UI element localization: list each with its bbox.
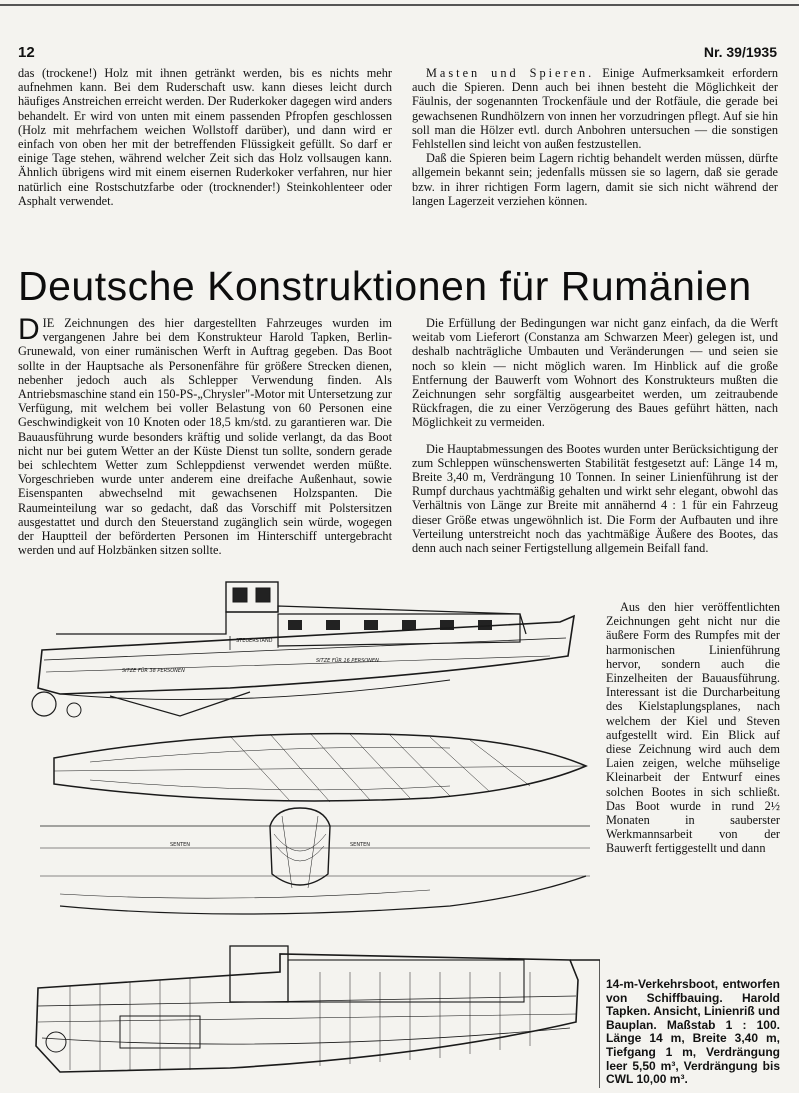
paragraph: das (trockene!) Holz mit ihnen getränkt werden, bis es nichts mehr aufnehmen kann. Bei dem Ruderschaft usw. kann dieses leicht durch häufiges Anstreichen erreicht werden. Der Ruderkoker dagegen wird anders behandelt. Er wird von unten mit einem passenden Pfropfen geschlossen (Holz mit mehrfachem weichen Wollstoff darüber), und dann wird er einfach von oben her mit der betreffenden Flüssigkeit gefüllt. So darf er einige Tage stehen, während welcher Zeit sich das Holz vollsaugen kann. Ähnlich übrigens wird mit einem eisernen Ruderkoker verfahren, nur hier natürlich eine Rostschutzfarbe oder (trocknender!) Steinkohlenteer oder Asphalt verwendet. — [18, 66, 392, 208]
label-wheelhouse: STEUERSTAND — [236, 638, 273, 644]
plan-view — [54, 733, 586, 802]
issue-number: Nr. 39/1935 — [703, 44, 777, 60]
lines-view — [40, 808, 590, 914]
boat-drawings — [30, 576, 600, 1088]
paragraph: Aus den hier veröffentlichten Zeichnungen geht nicht nur die äußere Form des Rumpfes mit der harmonischen Linienführung hervor, sondern auch die Einzelheiten der Bauausführung. Interessant ist die Durcharbeitung des Kielstaplungsplanes, nach welchem der Kiel und Steven aufgestellt wird. Ein Blick auf diese Zeichnung wird auch dem Laien zeigen, welche mühselige Kleinarbeit der Entwurf eines solchen Bootes in sich schließt. Das Boot wurde in rund 2½ Monaten in sauberster Werkmannsarbeit von der Bauwerft fertiggestellt und dann — [606, 600, 780, 856]
article-column-narrow — [606, 600, 780, 868]
section-heading: Masten und Spieren. — [426, 66, 595, 80]
label-senten-1: SENTEN — [170, 842, 191, 848]
technical-drawing-svg — [30, 576, 600, 1088]
article-column-left — [18, 316, 392, 578]
column-left-top — [18, 66, 392, 234]
paragraph — [18, 316, 392, 557]
figure-caption: 14-m-Verkehrsboot, entworfen von Schiffbauing. Harold Tapken. Ansicht, Linienriß und Bauplan. Maßstab 1 : 100. Länge 14 m, Breite 3,40 m, Tiefgang 1 m, Verdrängung leer 5,50 m³, Verdrängung bis CWL 10,00 m³. — [606, 977, 781, 1087]
label-seats-front: SITZE FÜR 38 PERSONEN — [122, 668, 185, 674]
paragraph: Daß die Spieren beim Lagern richtig behandelt werden müssen, dürfte allgemein bekannt sein; jedenfalls müssen sie so lagern, daß sie gerade bzw. in ihrer richtigen Form lagern, damit sie sich nicht während der langen Lagerzeit verziehen können. — [412, 151, 778, 208]
article-column-right — [412, 316, 778, 578]
paragraph — [412, 66, 778, 151]
paragraph-text: Einige Aufmerksamkeit erfordern auch die Spieren. Denn auch bei ihnen besteht die Möglichkeit der Fäulnis, der sogenannten Trockenfäule und der Rotfäule, die gerade bei gewachsenen Rundhölzern von innen her vorzudringen pflegt. Auf sie hin soll man die Hölzer evtl. durch Anbohren untersuchen — die sonstigen Fehlstellen sind leicht von außen festzustellen. — [412, 66, 778, 152]
article-title: Deutsche Konstruktionen für Rumänien — [18, 263, 752, 309]
paragraph: Die Erfüllung der Bedingungen war nicht ganz einfach, da die Werft weitab vom Lieferort (Constanza am Schwarzen Meer) gelegen ist, und deshalb nachträgliche Umbauten und Veränderungen — und seien sie noch so klein — nicht möglich waren. Im Hinblick auf die große Entfernung der Bauwerft vom Wohnort des Konstrukteurs mußten die Zeichnungen sehr sorgfältig ausgearbeitet werden, um zeitraubende Rückfragen, die zu einer Verzögerung des Baues geführt hätten, nach Möglichkeit zu vermeiden. — [412, 316, 778, 430]
paragraph: Die Hauptabmessungen des Bootes wurden unter Berücksichtigung der zum Schleppen wünschenswerten Stabilität festgesetzt auf: Länge 14 m, Breite 3,40 m, Verdrängung 10 Tonnen. In seiner Linienführung ist der Rumpf durchaus yachtmäßig gehalten und wirkt sehr elegant, obwohl das Verhältnis von Länge zur Breite mit annähernd 4 : 1 für ein Fahrzeug dieser Größe etwas ungewöhnlich ist. Die Form der Aufbauten und ihre Verteilung unterstreicht noch das yachtmäßige Äußere des Bootes, das denn auch nach seiner Fertigstellung allgemein Beifall fand. — [412, 441, 778, 556]
construction-plan — [36, 946, 600, 1088]
top-rule — [0, 4, 799, 6]
profile-view — [32, 582, 574, 717]
label-senten-2: SENTEN — [350, 842, 371, 848]
paragraph-text: IE Zeichnungen des hier dargestellten Fahrzeuges wurden im vergangenen Jahre bei dem Konstrukteur Harold Tapken, Berlin-Grunewald, von einer rumänischen Werft in Auftrag gegeben. Das Boot sollte in der Hauptsache als Personenfähre für größere Strecken dienen, nebenher jedoch auch als Schlepper Verwendung finden. Als Antriebsmaschine stand ein 150-PS-„Chrysler"-Motor mit Untersetzung zur Verfügung, mit welchem bei voller Belastung von 60 Personen eine Geschwindigkeit von 10 Knoten oder 18,5 km/std. zu garantieren war. Die Bauausführung wurde besonders kräftig und solide verlangt, da das Boot nicht nur bei gutem Wetter an der Küste Dienst tun sollte, sondern gerade bei schlechtem Wetter zum Schleppdienst verwendet werden müßte. Vorgeschrieben wurde unter anderem eine dreifache Außenhaut, sowie Eisenspanten abwechselnd mit gewachsenen Holzspanten. Die Raumeinteilung war so gedacht, daß das Vorschiff mit Polstersitzen ausgestattet und durch den Steuerstand zugänglich sein würde, wogegen der Hauptteil der beförderten Personen im Hinterschiff untergebracht werden und auf Holzbänken sitzen sollte. — [18, 316, 392, 558]
drop-cap: D — [18, 316, 40, 346]
page-number: 12 — [18, 44, 35, 61]
column-right-top — [412, 66, 778, 238]
label-seats-rear: SITZE FÜR 16 PERSONEN — [316, 658, 379, 664]
